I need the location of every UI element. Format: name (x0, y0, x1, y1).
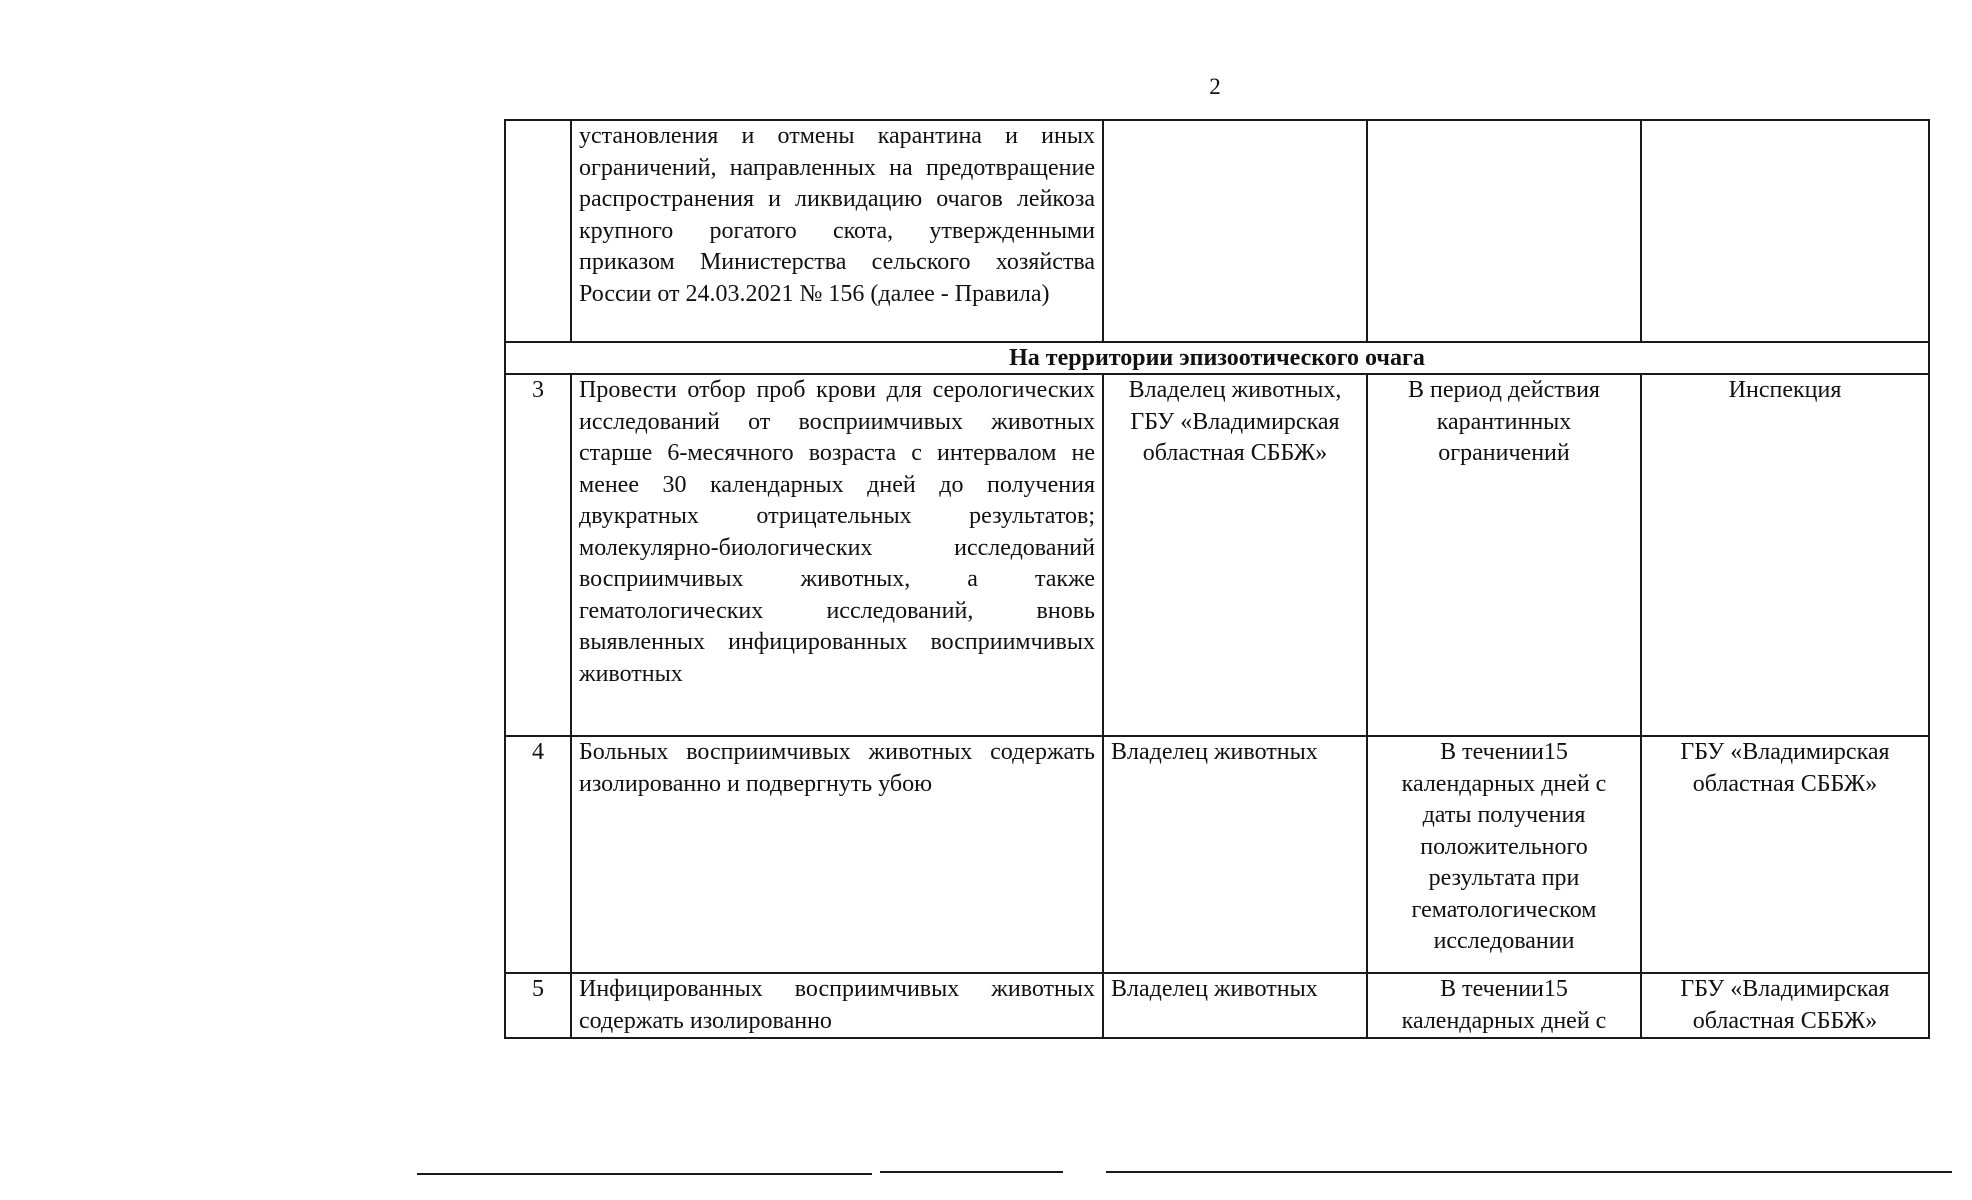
section-header-row (505, 342, 1929, 374)
row-number (505, 120, 571, 342)
page-number: 2 (1209, 74, 1221, 99)
table-row (505, 374, 1929, 736)
control-text (1641, 120, 1929, 342)
measure-text: Инфицированных восприимчивых животных содержать изолированно (571, 973, 1103, 1038)
deadline-text: В период действия карантинных ограничений (1367, 374, 1641, 736)
measure-text: Больных восприимчивых животных содержать изолированно и подвергнуть убою (571, 736, 1103, 973)
responsible-text (1103, 120, 1367, 342)
table-row-continued (505, 120, 1929, 342)
control-text: ГБУ «Владимирская областная СББЖ» (1641, 973, 1929, 1038)
footer-rule-3 (1106, 1171, 1952, 1173)
measures-table (504, 119, 1930, 1039)
row-number: 4 (505, 736, 571, 973)
row-number: 3 (505, 374, 571, 736)
footer-rule-2 (880, 1171, 1063, 1173)
footer-rule-1 (417, 1173, 872, 1175)
responsible-text: Владелец животных (1103, 736, 1367, 973)
deadline-text: В течении15 календарных дней с (1367, 973, 1641, 1038)
table-row (505, 736, 1929, 973)
measure-text: Провести отбор проб крови для серологических исследований от восприимчивых животных старше 6-месячного возраста с интервалом не менее 30 календарных дней до получения двукратных отрицательных результатов; молекулярно-биологических исследований восприимчивых животных, а также гематологических исследований, вновь выявленных инфицированных восприимчивых животных (571, 374, 1103, 736)
measure-text: установления и отмены карантина и иных ограничений, направленных на предотвращение распространения и ликвидацию очагов лейкоза крупного рогатого скота, утвержденными приказом Министерства сельского хозяйства России от 24.03.2021 № 156 (далее - Правила) (571, 120, 1103, 342)
control-text: ГБУ «Владимирская областная СББЖ» (1641, 736, 1929, 973)
deadline-text (1367, 120, 1641, 342)
row-number: 5 (505, 973, 571, 1038)
deadline-text: В течении15 календарных дней с даты получения положительного результата при гематологическом исследовании (1367, 736, 1641, 973)
section-title: На территории эпизоотического очага (505, 342, 1929, 374)
table-row (505, 973, 1929, 1038)
control-text: Инспекция (1641, 374, 1929, 736)
responsible-text: Владелец животных, ГБУ «Владимирская областная СББЖ» (1103, 374, 1367, 736)
responsible-text: Владелец животных (1103, 973, 1367, 1038)
